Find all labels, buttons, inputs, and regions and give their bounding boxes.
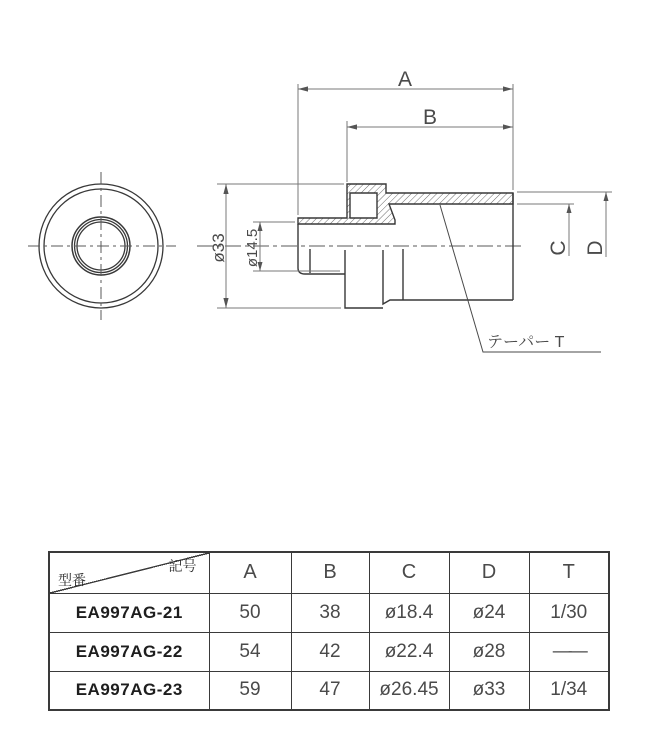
col-header-a: A: [209, 552, 291, 593]
model-cell: EA997AG-22: [49, 632, 209, 671]
value-cell-b: 38: [291, 593, 369, 632]
value-cell-a: 54: [209, 632, 291, 671]
value-cell-d: ø24: [449, 593, 529, 632]
value-cell-d: ø28: [449, 632, 529, 671]
value-cell-c: ø26.45: [369, 671, 449, 710]
table-header-row: [49, 552, 609, 593]
value-cell-a: 50: [209, 593, 291, 632]
col-header-t: T: [529, 552, 609, 593]
col-header-d: D: [449, 552, 529, 593]
table-row: [49, 671, 609, 710]
value-cell-t: 1/34: [529, 671, 609, 710]
front-centerlines: [28, 172, 176, 320]
value-cell-c: ø22.4: [369, 632, 449, 671]
corner-label-symbol: 記号: [168, 558, 197, 574]
col-header-b: B: [291, 552, 369, 593]
dim-label-a: A: [397, 68, 413, 91]
taper-note: テーパー T: [487, 334, 565, 351]
side-lower-outline: [298, 193, 513, 308]
value-cell-t: 1/30: [529, 593, 609, 632]
spec-table: [48, 551, 610, 711]
value-cell-c: ø18.4: [369, 593, 449, 632]
corner-label-model: 型番: [58, 571, 86, 588]
value-cell-b: 47: [291, 671, 369, 710]
corner-header-cell: [49, 552, 209, 593]
spigot-outline: [298, 224, 345, 274]
section-cut-body: [298, 184, 513, 224]
dim-label-od33: ø33: [209, 233, 228, 263]
value-cell-d: ø33: [449, 671, 529, 710]
dim-label-d: D: [584, 240, 607, 256]
value-cell-a: 59: [209, 671, 291, 710]
dim-label-c: C: [547, 240, 570, 256]
front-view: [28, 172, 176, 320]
model-cell: EA997AG-21: [49, 593, 209, 632]
value-cell-t: ——: [529, 632, 609, 671]
dim-label-bore145: ø14.5: [244, 228, 261, 268]
model-cell: EA997AG-23: [49, 671, 209, 710]
value-cell-b: 42: [291, 632, 369, 671]
table-row: [49, 593, 609, 632]
col-header-c: C: [369, 552, 449, 593]
collar-outline: [345, 250, 383, 308]
dimensions: [209, 68, 612, 308]
taper-leader-line: [440, 205, 601, 352]
dim-label-b: B: [422, 106, 438, 129]
table-row: [49, 632, 609, 671]
